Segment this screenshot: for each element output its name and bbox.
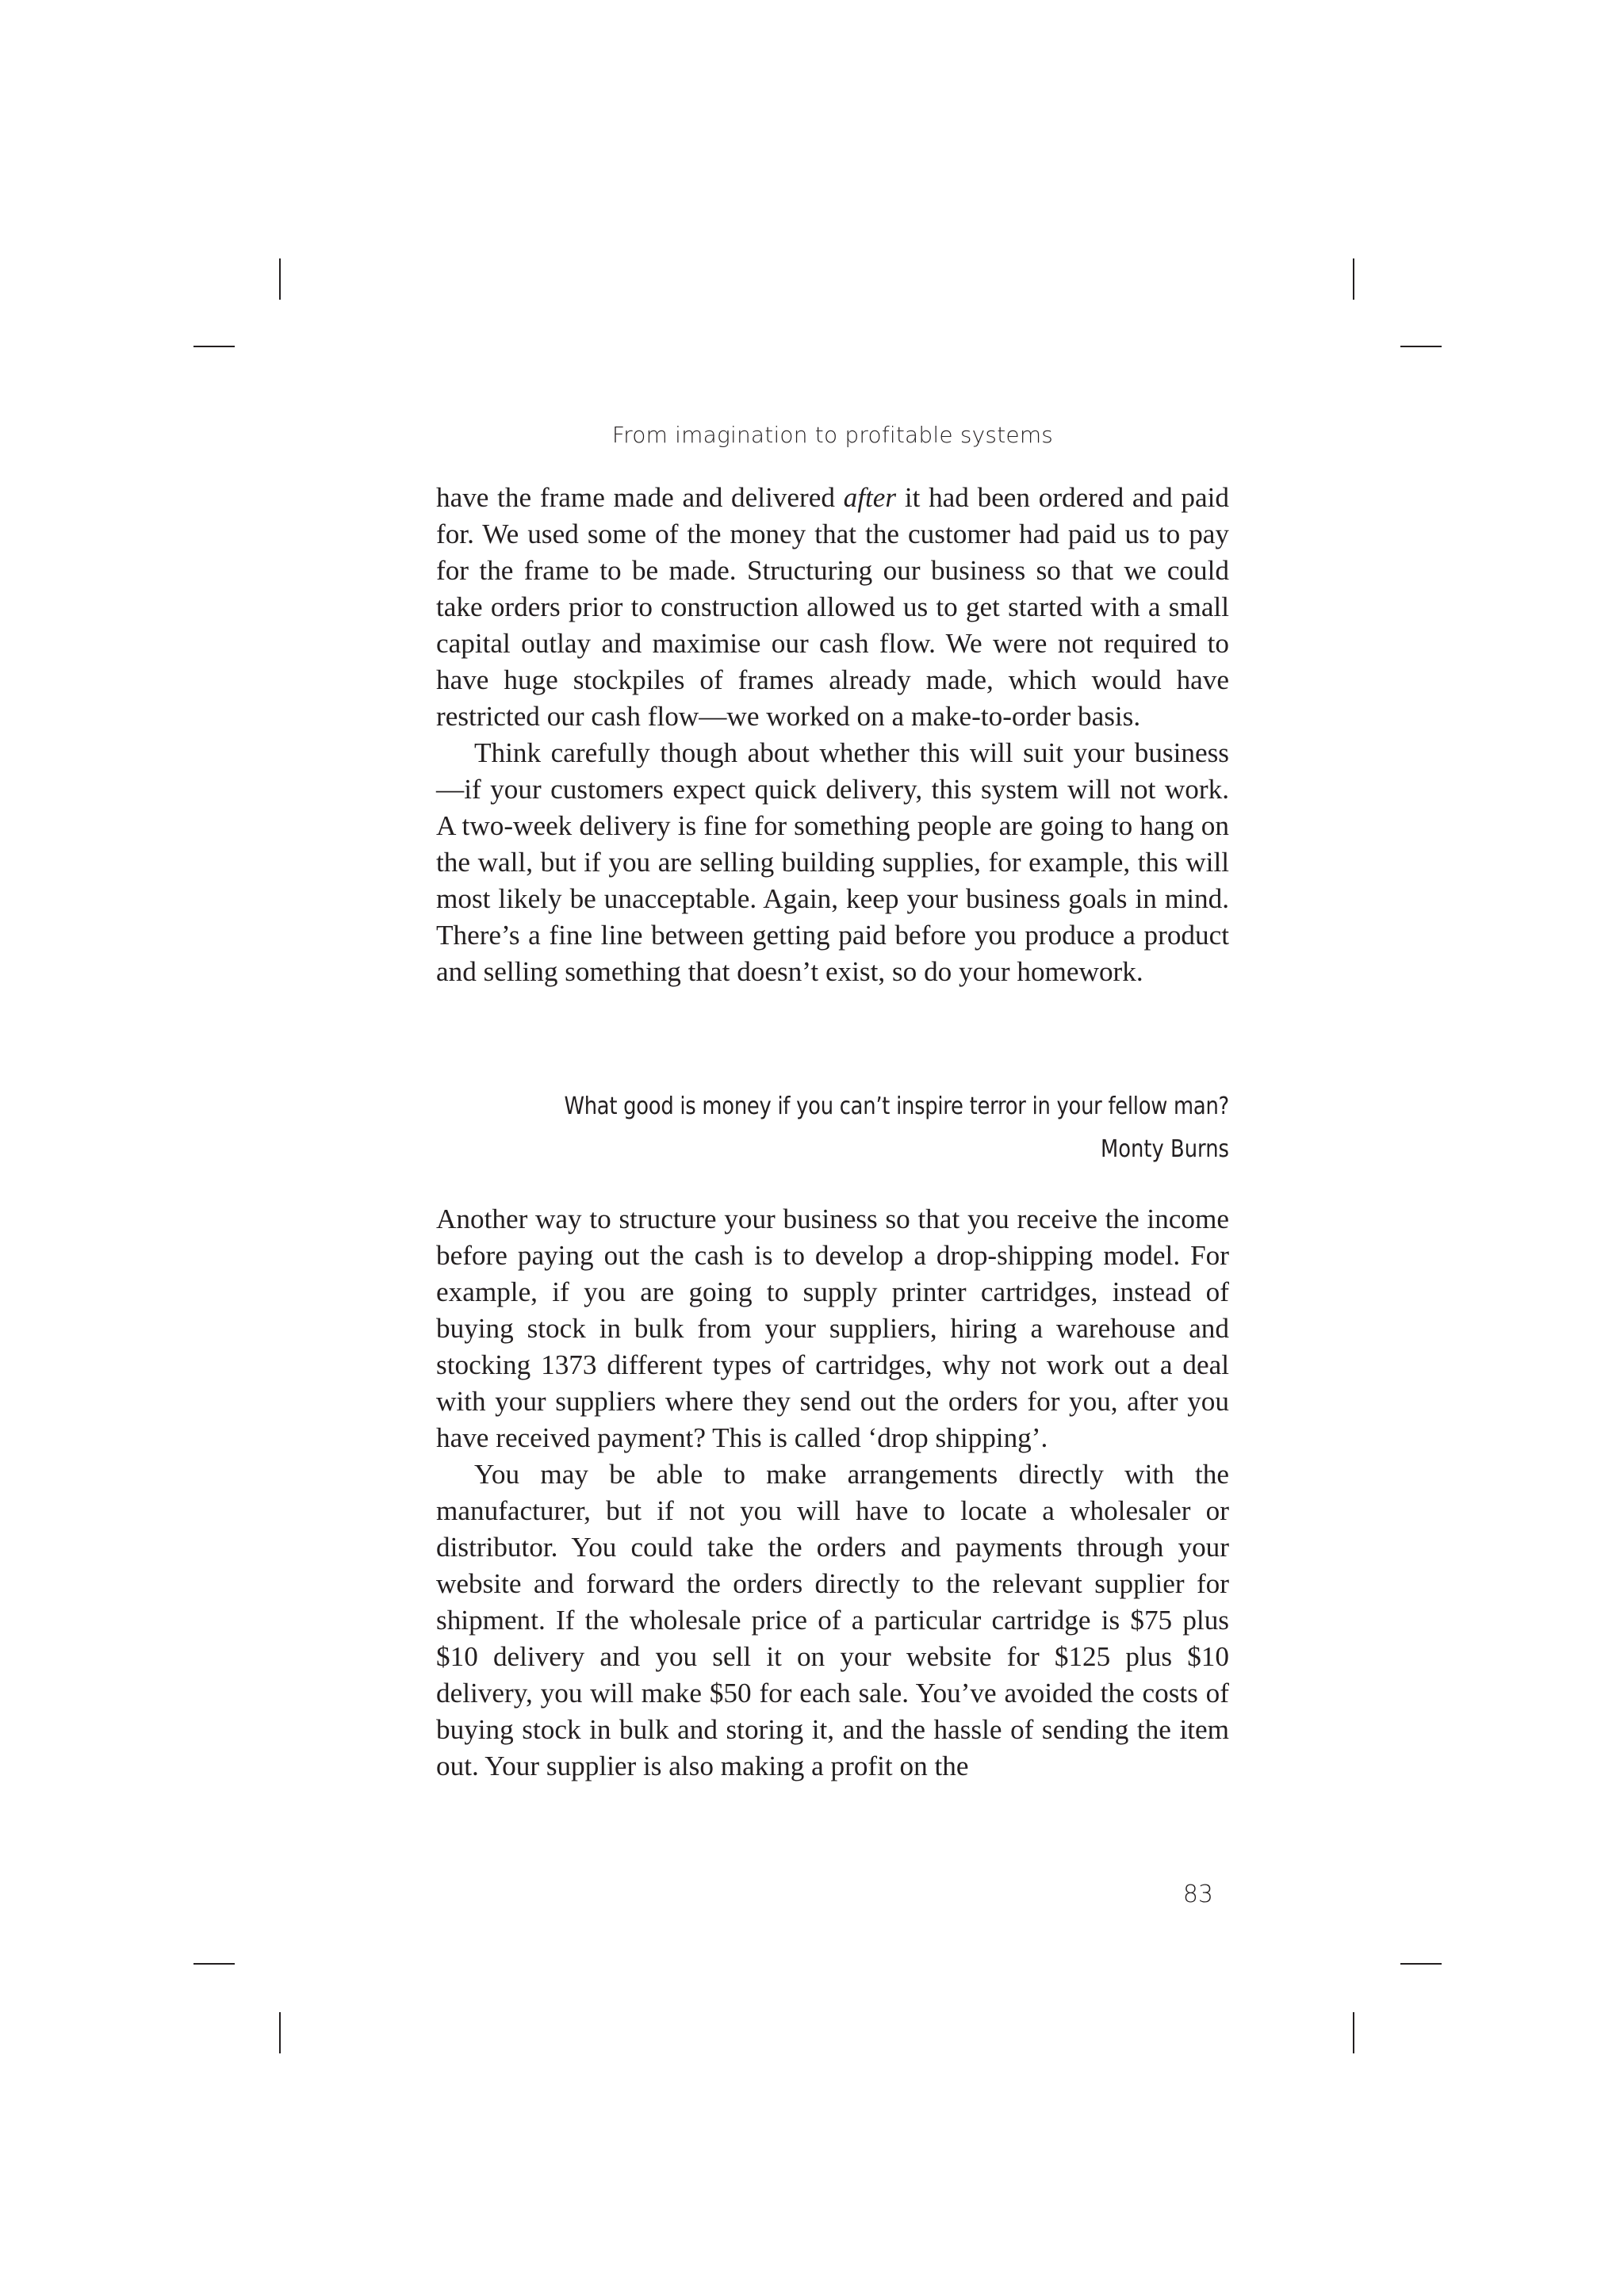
paragraph [436, 480, 1229, 735]
epigraph-author: Monty Burns [1101, 1135, 1229, 1163]
page-number: 83 [1182, 1881, 1213, 1908]
body-text-block-1 [436, 480, 1229, 990]
crop-mark-top-right-vertical [1353, 258, 1354, 300]
paragraph: Another way to structure your business so that you receive the income before paying out the cash is to develop a drop-shipping model. For example, if you are going to supply printer cartridges, instead of buying stock in bulk from your suppliers, hiring a warehouse and stocking 1373 different types of cartridges, why not work out a deal with your suppliers where they send out the orders for you, after you have received payment? This is called ‘drop shipping’. [436, 1203, 1229, 1453]
epigraph-quote: What good is money if you can’t inspire terror in your fellow man? [564, 1093, 1229, 1120]
epigraph [547, 1091, 1229, 1165]
paragraph: You may be able to make arrangements directly with the manufacturer, but if not you will have to locate a wholesaler or distributor. You could take the orders and payments through your website and forward the orders directly to the relevant supplier for shipment. If the wholesale price of a particular cartridge is $75 plus $10 delivery and you sell it on your website for $125 plus $10 delivery, you will make $50 for each sale. You’ve avoided the costs of buying stock in bulk and storing it, and the hassle of sending the item out. Your supplier is also making a profit on the [436, 1459, 1229, 1781]
crop-mark-top-right-horizontal [1400, 346, 1442, 347]
paragraph-text: it had been ordered and paid for. We used some of the money that the customer had paid us to pay for the frame to be made. Structuring our business so that we could take orders prior to construction allowed us to get started with a small capital outlay and maximise our cash flow. We were not required to have huge stockpiles of frames already made, which would have restricted our cash flow—we worked on a make-to-order basis. [436, 482, 1229, 732]
crop-mark-bottom-left-vertical [279, 2012, 281, 2053]
running-head: From imagination to profitable systems [611, 422, 1054, 448]
crop-mark-top-left-vertical [279, 258, 281, 300]
crop-mark-bottom-right-horizontal [1400, 1963, 1442, 1965]
paragraph: Think carefully though about whether this will suit your business—if your customers expect quick delivery, this system will not work. A two-week delivery is fine for something people are going to hang on the wall, but if you are selling building supplies, for example, this will most likely be unacceptable. Again, keep your business goals in mind. There’s a fine line between getting paid before you produce a product and selling something that doesn’t exist, so do your homework. [436, 737, 1229, 987]
crop-mark-top-left-horizontal [193, 346, 235, 347]
crop-mark-bottom-left-horizontal [193, 1963, 235, 1965]
emphasis-text: after [843, 482, 897, 513]
crop-mark-bottom-right-vertical [1353, 2012, 1354, 2053]
paragraph-text: have the frame made and delivered [436, 482, 844, 513]
body-text-block-2 [436, 1201, 1229, 1785]
